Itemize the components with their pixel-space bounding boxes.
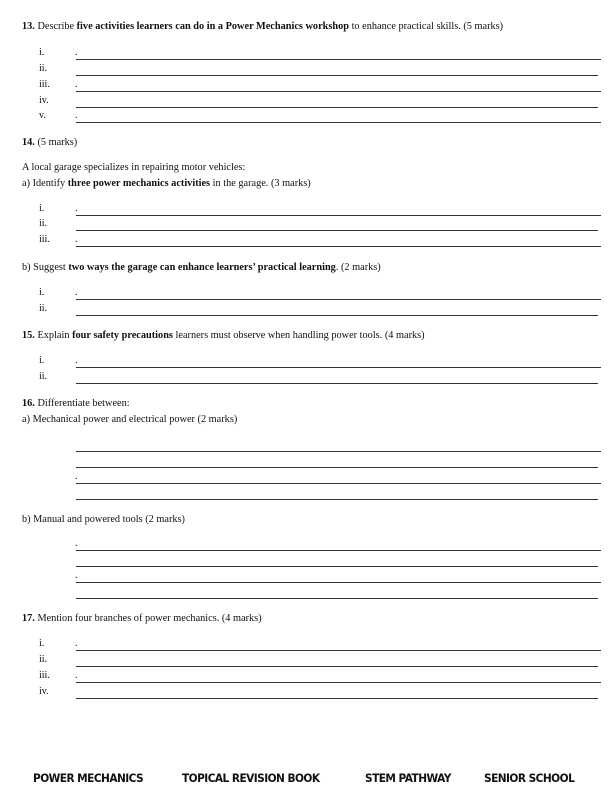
answer-line-row <box>0 669 612 683</box>
answer-line-row <box>0 553 612 567</box>
answer-line <box>76 59 601 60</box>
text: A local garage specializes in repairing motor vehicles: <box>22 162 246 173</box>
answer-line <box>76 230 598 231</box>
answer-line <box>76 367 601 368</box>
bold-text: three power mechanics activities <box>67 178 211 189</box>
bold-text: 17. <box>22 613 35 624</box>
answer-line <box>76 499 598 500</box>
answer-line-row <box>0 286 612 300</box>
item-numeral: i. <box>39 355 45 366</box>
item-numeral: v. <box>39 110 46 121</box>
answer-line-row <box>0 94 612 108</box>
answer-line-row <box>0 454 612 468</box>
answer-line <box>76 451 601 452</box>
line-dot: . <box>75 234 78 245</box>
answer-line-row <box>0 202 612 216</box>
answer-line <box>76 299 601 300</box>
text: learners must observe when handling power tools. (4 marks) <box>172 330 425 341</box>
line-dot: . <box>75 355 78 366</box>
text: to enhance practical skills. (5 marks) <box>349 21 504 32</box>
text: a) Mechanical power and electrical power (2 marks) <box>22 414 238 425</box>
answer-line-row <box>0 637 612 651</box>
answer-line <box>76 91 601 92</box>
question-16b <box>22 513 185 526</box>
answer-line-row <box>0 569 612 583</box>
item-numeral: iv. <box>39 686 49 697</box>
item-numeral: i. <box>39 203 45 214</box>
text: (5 marks) <box>34 137 78 148</box>
line-dot: . <box>75 110 78 121</box>
footer-pathway: STEM PATHWAY <box>365 771 451 785</box>
question-13 <box>22 20 503 33</box>
bold-text: two ways the garage can enhance learners’ practical learning <box>68 262 336 273</box>
item-numeral: i. <box>39 47 45 58</box>
item-numeral: i. <box>39 638 45 649</box>
answer-line <box>76 582 601 583</box>
answer-line <box>76 666 598 667</box>
answer-line <box>76 315 598 316</box>
answer-line-row <box>0 354 612 368</box>
footer-book-title: TOPICAL REVISION BOOK <box>182 771 320 785</box>
item-numeral: ii. <box>39 371 48 382</box>
line-dot: . <box>75 570 78 581</box>
question-17 <box>22 612 262 625</box>
line-dot: . <box>75 670 78 681</box>
answer-line-row <box>0 62 612 76</box>
item-numeral: iv. <box>39 95 49 106</box>
question-14a <box>22 177 311 190</box>
answer-line <box>76 483 601 484</box>
question-14b <box>22 261 381 274</box>
item-numeral: ii. <box>39 218 48 229</box>
answer-line <box>76 383 598 384</box>
text: b) Manual and powered tools (2 marks) <box>22 514 185 525</box>
bold-text: four safety precautions <box>72 330 173 341</box>
answer-line-row <box>0 78 612 92</box>
answer-line <box>76 75 598 76</box>
answer-line <box>76 215 601 216</box>
item-numeral: ii. <box>39 654 48 665</box>
answer-line <box>76 682 601 683</box>
answer-line-row <box>0 217 612 231</box>
text: . (2 marks) <box>335 262 381 273</box>
line-dot: . <box>75 638 78 649</box>
answer-line-row <box>0 585 612 599</box>
answer-line-row <box>0 370 612 384</box>
answer-line <box>76 107 598 108</box>
answer-line <box>76 550 601 551</box>
bold-text: 13. <box>22 21 35 32</box>
bold-text: 14. <box>22 137 35 148</box>
answer-line-row <box>0 685 612 699</box>
answer-line-row <box>0 438 612 452</box>
text: in the garage. (3 marks) <box>210 178 311 189</box>
footer-subject: POWER MECHANICS <box>33 771 144 785</box>
answer-line-row <box>0 653 612 667</box>
bold-text: 16. <box>22 398 35 409</box>
text: a) Identify <box>22 178 68 189</box>
line-dot: . <box>75 47 78 58</box>
bold-text: five activities learners can do in a Power Mechanics workshop <box>76 21 349 32</box>
question-14 <box>22 136 77 149</box>
answer-line-row <box>0 46 612 60</box>
question-15 <box>22 329 425 342</box>
answer-line-row <box>0 537 612 551</box>
footer-level: SENIOR SCHOOL <box>484 771 575 785</box>
answer-line <box>76 122 601 123</box>
answer-line <box>76 650 601 651</box>
bold-text: 15. <box>22 330 35 341</box>
answer-line <box>76 698 598 699</box>
line-dot: . <box>75 471 78 482</box>
text: Mention four branches of power mechanics. (4 marks) <box>34 613 262 624</box>
answer-line <box>76 566 598 567</box>
item-numeral: iii. <box>39 234 50 245</box>
text: b) Suggest <box>22 262 69 273</box>
item-numeral: ii. <box>39 63 48 74</box>
line-dot: . <box>75 79 78 90</box>
answer-line <box>76 246 601 247</box>
text: Explain <box>34 330 73 341</box>
item-numeral: iii. <box>39 79 50 90</box>
answer-line-row <box>0 486 612 500</box>
answer-line-row <box>0 233 612 247</box>
item-numeral: i. <box>39 287 45 298</box>
item-numeral: ii. <box>39 303 48 314</box>
question-16 <box>22 397 130 410</box>
answer-line-row <box>0 470 612 484</box>
line-dot: . <box>75 203 78 214</box>
answer-line <box>76 598 598 599</box>
item-numeral: iii. <box>39 670 50 681</box>
answer-line-row <box>0 109 612 123</box>
question-16a <box>22 413 237 426</box>
text: Describe <box>34 21 77 32</box>
line-dot: . <box>75 287 78 298</box>
question-14-context <box>22 161 245 174</box>
answer-line-row <box>0 302 612 316</box>
answer-line <box>76 467 598 468</box>
line-dot: . <box>75 538 78 549</box>
text: Differentiate between: <box>34 398 130 409</box>
